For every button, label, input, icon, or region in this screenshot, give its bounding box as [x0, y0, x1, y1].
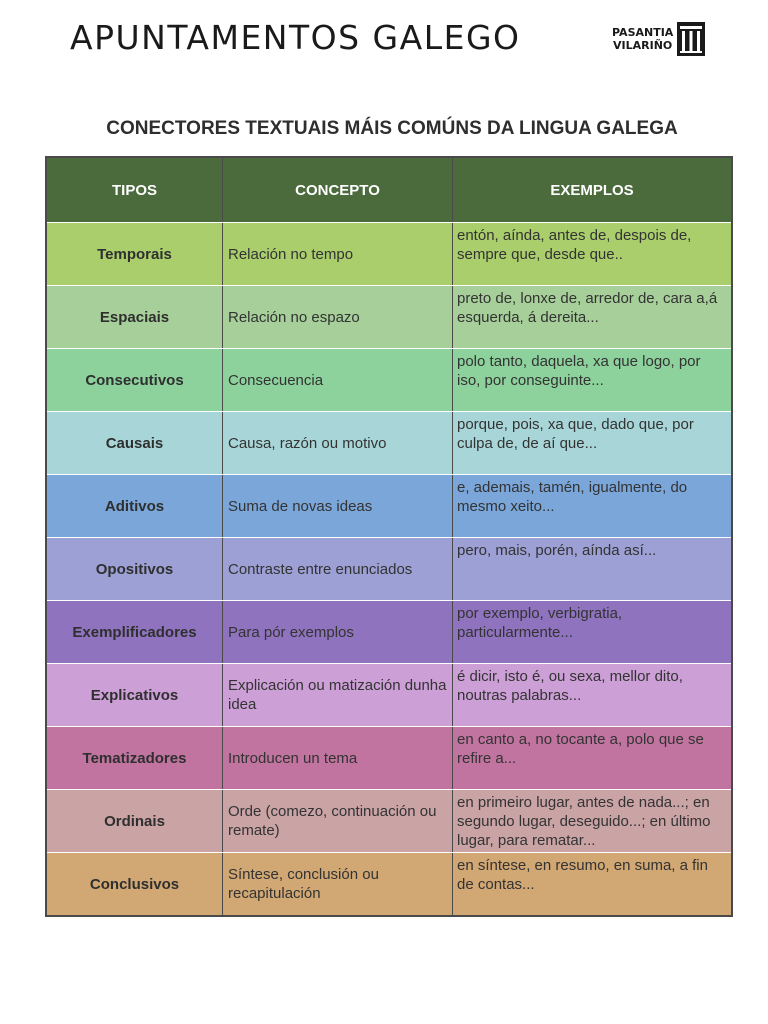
exemplos-cell: en primeiro lugar, antes de nada...; en segundo lugar, deseguido...; en último lugar, para rematar...: [457, 794, 711, 849]
table-row: [47, 852, 731, 915]
tipo-cell: Tematizadores: [47, 727, 223, 789]
tipo-cell: Temporais: [47, 223, 223, 285]
tipo-cell: Conclusivos: [47, 853, 223, 915]
table-row: [47, 348, 731, 411]
tipo-cell: Causais: [47, 412, 223, 474]
exemplos-cell: entón, aínda, antes de, despois de, sempre que, desde que..: [457, 227, 692, 263]
concepto-cell: Relación no tempo: [223, 223, 453, 285]
table-row: [47, 285, 731, 348]
concepto-cell: Suma de novas ideas: [223, 475, 453, 537]
column-header-concepto: CONCEPTO: [223, 158, 453, 222]
connectors-table: [45, 156, 733, 917]
concepto-cell: Para pór exemplos: [223, 601, 453, 663]
tipo-cell: Aditivos: [47, 475, 223, 537]
exemplos-cell: é dicir, isto é, ou sexa, mellor dito, noutras palabras...: [457, 668, 683, 704]
table-row: [47, 663, 731, 726]
exemplos-cell: preto de, lonxe de, arredor de, cara a,á esquerda, á dereita...: [457, 290, 718, 326]
tipo-cell: Exemplificadores: [47, 601, 223, 663]
concepto-cell: Orde (comezo, continuación ou remate): [223, 790, 453, 852]
concepto-cell: Explicación ou matización dunha idea: [223, 664, 453, 726]
concepto-cell: Consecuencia: [223, 349, 453, 411]
concepto-cell: Causa, razón ou motivo: [223, 412, 453, 474]
tipo-cell: Explicativos: [47, 664, 223, 726]
brand-title: APUNTAMENTOS GALEGO: [70, 18, 521, 57]
concepto-cell: Relación no espazo: [223, 286, 453, 348]
exemplos-cell: polo tanto, daquela, xa que logo, por iso, por conseguinte...: [457, 353, 701, 389]
table-row: [47, 411, 731, 474]
logo-line-2: VILARIÑO: [613, 39, 673, 52]
table-row: [47, 474, 731, 537]
table-row: [47, 600, 731, 663]
column-header-tipos: TIPOS: [47, 158, 223, 222]
tipo-cell: Consecutivos: [47, 349, 223, 411]
logo-line-1: PASANTIA: [612, 26, 674, 39]
column-header-exemplos: EXEMPLOS: [550, 181, 634, 199]
document-title: CONECTORES TEXTUAIS MÁIS COMÚNS DA LINGUA GALEGA: [106, 118, 678, 139]
table-row: [47, 222, 731, 285]
exemplos-cell: e, ademais, tamén, igualmente, do mesmo xeito...: [457, 479, 688, 515]
concepto-cell: Contraste entre enunciados: [223, 538, 453, 600]
table-row: [47, 789, 731, 852]
tipo-cell: Espaciais: [47, 286, 223, 348]
concepto-cell: Síntese, conclusión ou recapitulación: [223, 853, 453, 915]
table-body: [47, 222, 731, 915]
exemplos-cell: en canto a, no tocante a, polo que se refire a...: [457, 731, 704, 767]
table-header-row: [47, 158, 731, 222]
table-row: [47, 537, 731, 600]
exemplos-cell: pero, mais, porén, aínda así...: [457, 542, 657, 559]
exemplos-cell: en síntese, en resumo, en suma, a fin de contas...: [457, 857, 708, 893]
concepto-cell: Introducen un tema: [223, 727, 453, 789]
exemplos-cell: por exemplo, verbigratia, particularmente...: [457, 605, 623, 641]
pasantia-logo: [612, 22, 705, 56]
table-row: [47, 726, 731, 789]
tipo-cell: Opositivos: [47, 538, 223, 600]
exemplos-cell: porque, pois, xa que, dado que, por culpa de, de aí que...: [457, 416, 694, 452]
temple-icon: [677, 22, 705, 56]
logo-text: [612, 26, 673, 52]
tipo-cell: Ordinais: [47, 790, 223, 852]
